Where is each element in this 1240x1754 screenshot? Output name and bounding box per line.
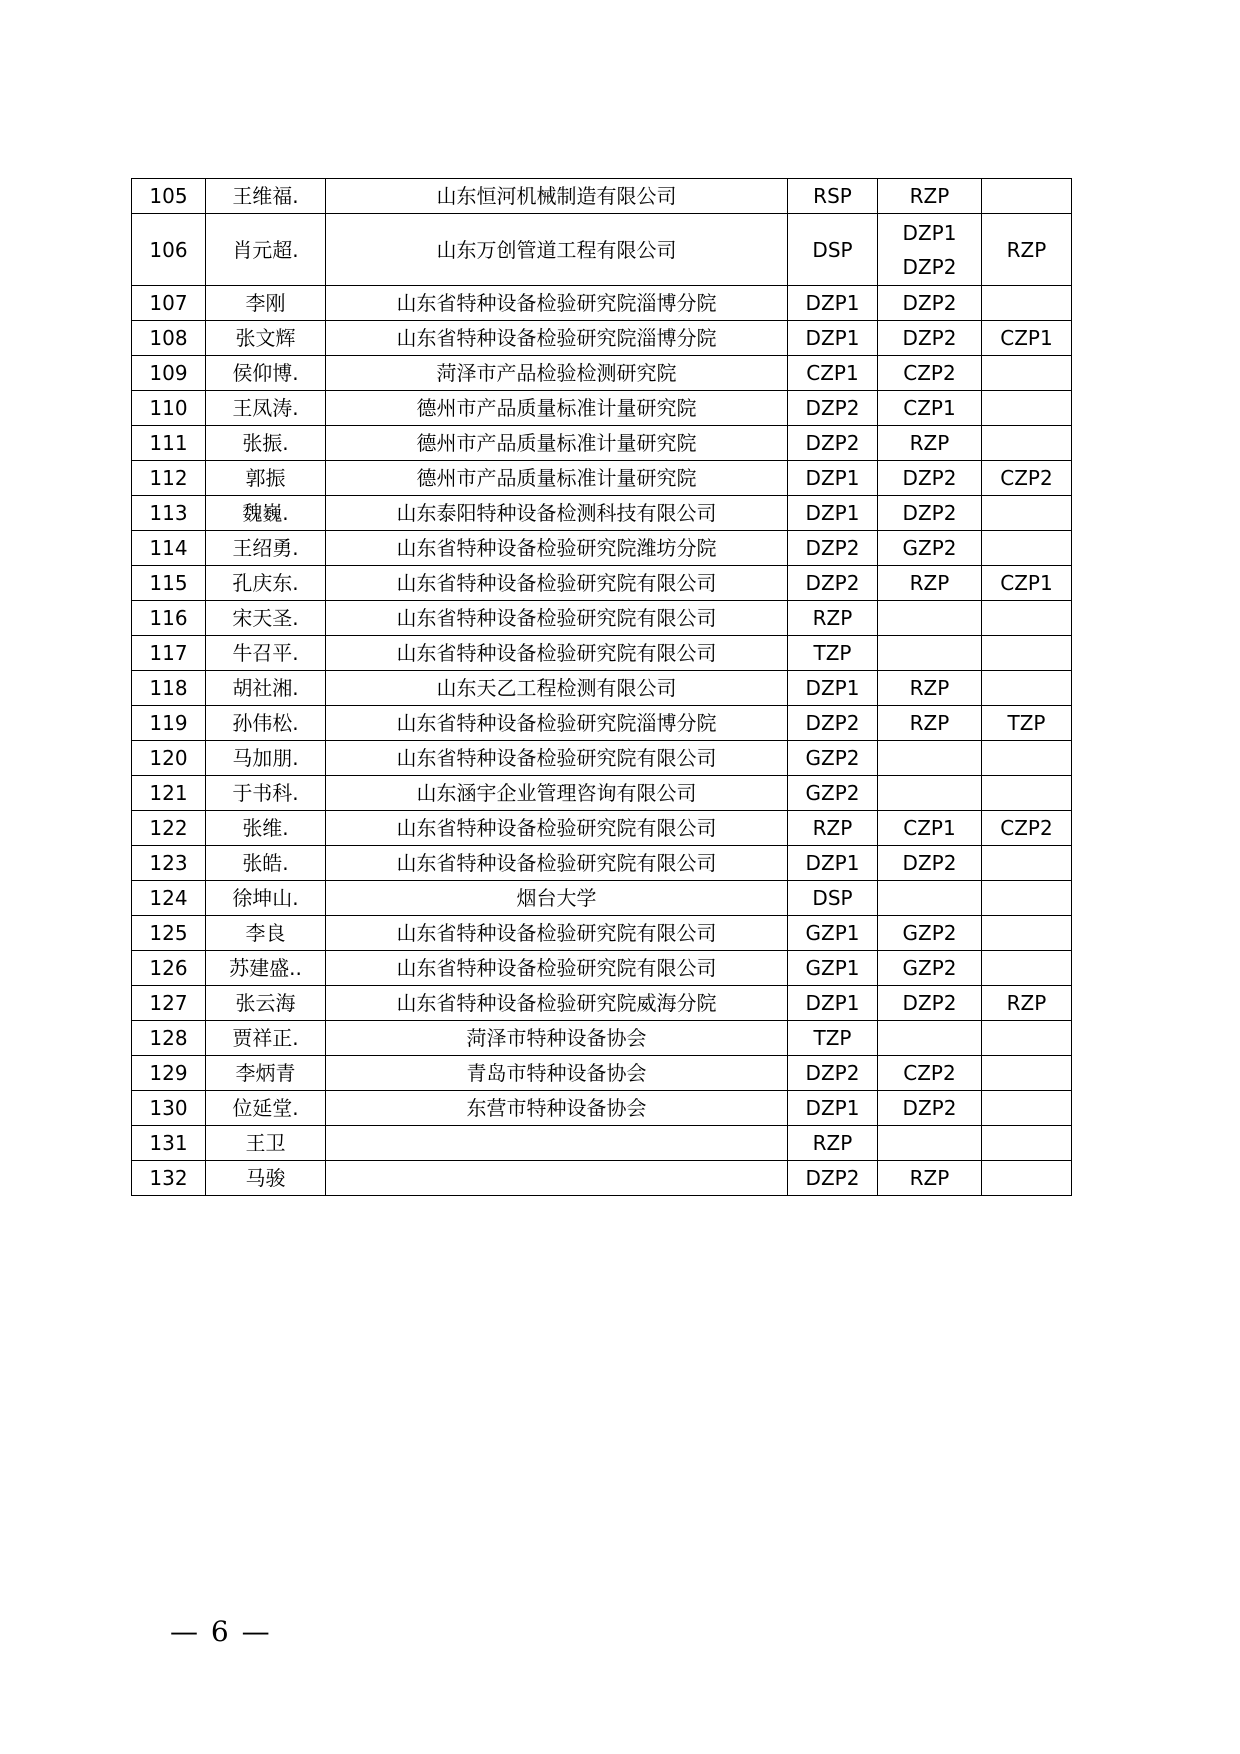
organization-cell: 山东省特种设备检验研究院有限公司 (326, 601, 788, 636)
row-number-cell: 122 (132, 811, 206, 846)
qualification-2-line: DZP1 (902, 220, 957, 245)
qualification-2-cell: DZP2 (878, 461, 982, 496)
qualification-2-cell (878, 741, 982, 776)
qualification-3-cell: CZP2 (982, 461, 1072, 496)
qualification-3-cell (982, 916, 1072, 951)
organization-cell: 山东省特种设备检验研究院有限公司 (326, 951, 788, 986)
table-row (132, 566, 1072, 601)
qualification-3-cell (982, 426, 1072, 461)
name-cell: 肖元超. (206, 214, 326, 286)
table-row (132, 531, 1072, 566)
organization-cell: 山东省特种设备检验研究院有限公司 (326, 636, 788, 671)
qualification-2-cell: RZP (878, 566, 982, 601)
table-row (132, 636, 1072, 671)
name-cell: 郭振 (206, 461, 326, 496)
qualification-1-cell: DZP1 (788, 1091, 878, 1126)
qualification-1-cell: RSP (788, 179, 878, 214)
organization-cell (326, 1126, 788, 1161)
qualification-2-cell: CZP1 (878, 391, 982, 426)
qualification-1-cell: DZP1 (788, 846, 878, 881)
name-cell: 李良 (206, 916, 326, 951)
qualification-1-cell: TZP (788, 1021, 878, 1056)
qualification-1-cell: DZP2 (788, 391, 878, 426)
qualification-1-cell: DZP2 (788, 426, 878, 461)
qualification-2-cell (878, 776, 982, 811)
qualification-1-cell: DSP (788, 881, 878, 916)
qualification-1-cell: DZP1 (788, 671, 878, 706)
qualification-3-cell (982, 356, 1072, 391)
qualification-3-cell (982, 846, 1072, 881)
qualification-2-cell (878, 636, 982, 671)
name-cell: 王绍勇. (206, 531, 326, 566)
name-cell: 李炳青 (206, 1056, 326, 1091)
name-cell: 侯仰博. (206, 356, 326, 391)
organization-cell: 山东省特种设备检验研究院有限公司 (326, 916, 788, 951)
organization-cell: 山东天乙工程检测有限公司 (326, 671, 788, 706)
qualification-3-cell (982, 671, 1072, 706)
qualification-3-cell: CZP2 (982, 811, 1072, 846)
name-cell: 李刚 (206, 286, 326, 321)
organization-cell (326, 1161, 788, 1196)
name-cell: 张文辉 (206, 321, 326, 356)
organization-cell: 山东省特种设备检验研究院淄博分院 (326, 706, 788, 741)
row-number-cell: 114 (132, 531, 206, 566)
qualification-1-cell: DZP1 (788, 461, 878, 496)
organization-cell: 德州市产品质量标准计量研究院 (326, 426, 788, 461)
qualification-3-cell: RZP (982, 986, 1072, 1021)
qualification-2-cell: GZP2 (878, 531, 982, 566)
qualification-1-cell: RZP (788, 811, 878, 846)
qualification-3-cell (982, 1091, 1072, 1126)
table-row (132, 426, 1072, 461)
qualification-2-cell: DZP2 (878, 321, 982, 356)
name-cell: 马加朋. (206, 741, 326, 776)
qualification-3-cell (982, 776, 1072, 811)
qualification-3-cell: RZP (982, 214, 1072, 286)
qualification-2-cell (878, 214, 982, 286)
table-row (132, 811, 1072, 846)
qualification-2-cell (878, 601, 982, 636)
qualification-3-cell (982, 1021, 1072, 1056)
row-number-cell: 115 (132, 566, 206, 601)
row-number-cell: 117 (132, 636, 206, 671)
name-cell: 王维福. (206, 179, 326, 214)
name-cell: 孔庆东. (206, 566, 326, 601)
table-row (132, 776, 1072, 811)
row-number-cell: 126 (132, 951, 206, 986)
qualification-1-cell: CZP1 (788, 356, 878, 391)
name-cell: 张皓. (206, 846, 326, 881)
table-row (132, 179, 1072, 214)
qualification-1-cell: DZP1 (788, 286, 878, 321)
qualification-1-cell: DZP2 (788, 531, 878, 566)
organization-cell: 德州市产品质量标准计量研究院 (326, 391, 788, 426)
name-cell: 魏巍. (206, 496, 326, 531)
table-row (132, 706, 1072, 741)
qualification-1-cell: DZP1 (788, 986, 878, 1021)
row-number-cell: 131 (132, 1126, 206, 1161)
name-cell: 于书科. (206, 776, 326, 811)
table-row (132, 496, 1072, 531)
qualification-3-cell (982, 741, 1072, 776)
qualification-3-cell (982, 1161, 1072, 1196)
name-cell: 马骏 (206, 1161, 326, 1196)
row-number-cell: 116 (132, 601, 206, 636)
row-number-cell: 108 (132, 321, 206, 356)
name-cell: 位延堂. (206, 1091, 326, 1126)
qualification-1-cell: DZP1 (788, 321, 878, 356)
organization-cell: 山东省特种设备检验研究院有限公司 (326, 811, 788, 846)
qualification-1-cell: DZP1 (788, 496, 878, 531)
row-number-cell: 113 (132, 496, 206, 531)
qualification-2-line: DZP2 (902, 254, 957, 279)
qualification-2-cell: CZP1 (878, 811, 982, 846)
table-row (132, 601, 1072, 636)
qualification-2-cell: RZP (878, 671, 982, 706)
name-cell: 牛召平. (206, 636, 326, 671)
organization-cell: 山东省特种设备检验研究院有限公司 (326, 566, 788, 601)
qualification-2-cell: RZP (878, 179, 982, 214)
qualification-2-cell: RZP (878, 426, 982, 461)
qualification-2-cell: RZP (878, 1161, 982, 1196)
qualification-2-cell: DZP2 (878, 846, 982, 881)
row-number-cell: 128 (132, 1021, 206, 1056)
table-row (132, 846, 1072, 881)
qualification-3-cell (982, 1056, 1072, 1091)
organization-cell: 山东省特种设备检验研究院淄博分院 (326, 286, 788, 321)
name-cell: 孙伟松. (206, 706, 326, 741)
row-number-cell: 120 (132, 741, 206, 776)
organization-cell: 山东省特种设备检验研究院威海分院 (326, 986, 788, 1021)
qualification-1-cell: DZP2 (788, 1056, 878, 1091)
qualification-2-cell (878, 1021, 982, 1056)
row-number-cell: 105 (132, 179, 206, 214)
row-number-cell: 118 (132, 671, 206, 706)
qualification-3-cell (982, 391, 1072, 426)
organization-cell: 山东涵宇企业管理咨询有限公司 (326, 776, 788, 811)
row-number-cell: 109 (132, 356, 206, 391)
name-cell: 徐坤山. (206, 881, 326, 916)
organization-cell: 山东省特种设备检验研究院淄博分院 (326, 321, 788, 356)
qualification-1-cell: RZP (788, 601, 878, 636)
organization-cell: 山东省特种设备检验研究院有限公司 (326, 741, 788, 776)
row-number-cell: 125 (132, 916, 206, 951)
row-number-cell: 132 (132, 1161, 206, 1196)
qualification-1-cell: DZP2 (788, 1161, 878, 1196)
qualification-1-cell: GZP1 (788, 951, 878, 986)
table-row (132, 286, 1072, 321)
qualification-2-cell (878, 1126, 982, 1161)
organization-cell: 山东省特种设备检验研究院潍坊分院 (326, 531, 788, 566)
qualification-2-cell: RZP (878, 706, 982, 741)
table-row (132, 741, 1072, 776)
table-row (132, 1126, 1072, 1161)
qualification-3-cell: CZP1 (982, 566, 1072, 601)
organization-cell: 德州市产品质量标准计量研究院 (326, 461, 788, 496)
qualification-3-cell (982, 179, 1072, 214)
qualification-2-cell: DZP2 (878, 496, 982, 531)
table-row (132, 951, 1072, 986)
qualification-1-cell: DZP2 (788, 706, 878, 741)
name-cell: 王凤涛. (206, 391, 326, 426)
name-cell: 张振. (206, 426, 326, 461)
qualification-3-cell: TZP (982, 706, 1072, 741)
table-row (132, 356, 1072, 391)
qualification-2-cell: GZP2 (878, 951, 982, 986)
qualification-3-cell (982, 951, 1072, 986)
organization-cell: 菏泽市产品检验检测研究院 (326, 356, 788, 391)
qualification-2-cell: GZP2 (878, 916, 982, 951)
qualification-2-cell: DZP2 (878, 286, 982, 321)
row-number-cell: 110 (132, 391, 206, 426)
organization-cell: 青岛市特种设备协会 (326, 1056, 788, 1091)
name-cell: 王卫 (206, 1126, 326, 1161)
row-number-cell: 123 (132, 846, 206, 881)
organization-cell: 菏泽市特种设备协会 (326, 1021, 788, 1056)
page-number: — 6 — (170, 1615, 272, 1648)
row-number-cell: 106 (132, 214, 206, 286)
qualification-3-cell (982, 636, 1072, 671)
qualification-1-cell: GZP2 (788, 776, 878, 811)
table-row (132, 986, 1072, 1021)
organization-cell: 山东恒河机械制造有限公司 (326, 179, 788, 214)
table-row (132, 1091, 1072, 1126)
table-row (132, 881, 1072, 916)
row-number-cell: 121 (132, 776, 206, 811)
organization-cell: 山东万创管道工程有限公司 (326, 214, 788, 286)
qualification-1-cell: DZP2 (788, 566, 878, 601)
qualification-1-cell: GZP2 (788, 741, 878, 776)
table-row (132, 461, 1072, 496)
organization-cell: 山东省特种设备检验研究院有限公司 (326, 846, 788, 881)
qualification-2-cell: DZP2 (878, 1091, 982, 1126)
name-cell: 贾祥正. (206, 1021, 326, 1056)
name-cell: 宋天圣. (206, 601, 326, 636)
qualification-3-cell (982, 1126, 1072, 1161)
qualification-3-cell (982, 601, 1072, 636)
row-number-cell: 127 (132, 986, 206, 1021)
table-row (132, 214, 1072, 286)
qualification-3-cell: CZP1 (982, 321, 1072, 356)
row-number-cell: 124 (132, 881, 206, 916)
name-cell: 苏建盛.. (206, 951, 326, 986)
roster-table (131, 178, 1072, 1196)
organization-cell: 山东泰阳特种设备检测科技有限公司 (326, 496, 788, 531)
qualification-2-cell: CZP2 (878, 356, 982, 391)
qualification-3-cell (982, 881, 1072, 916)
qualification-1-cell: TZP (788, 636, 878, 671)
table-row (132, 1056, 1072, 1091)
table-row (132, 321, 1072, 356)
row-number-cell: 129 (132, 1056, 206, 1091)
table-row (132, 1021, 1072, 1056)
qualification-2-cell (878, 881, 982, 916)
table-row (132, 671, 1072, 706)
name-cell: 张维. (206, 811, 326, 846)
name-cell: 胡社湘. (206, 671, 326, 706)
qualification-3-cell (982, 286, 1072, 321)
qualification-3-cell (982, 496, 1072, 531)
qualification-2-cell: DZP2 (878, 986, 982, 1021)
table-row (132, 916, 1072, 951)
qualification-1-cell: DSP (788, 214, 878, 286)
qualification-1-cell: GZP1 (788, 916, 878, 951)
row-number-cell: 111 (132, 426, 206, 461)
row-number-cell: 112 (132, 461, 206, 496)
qualification-1-cell: RZP (788, 1126, 878, 1161)
row-number-cell: 119 (132, 706, 206, 741)
organization-cell: 东营市特种设备协会 (326, 1091, 788, 1126)
table-row (132, 1161, 1072, 1196)
name-cell: 张云海 (206, 986, 326, 1021)
roster-table-body (132, 179, 1072, 1196)
organization-cell: 烟台大学 (326, 881, 788, 916)
table-row (132, 391, 1072, 426)
qualification-3-cell (982, 531, 1072, 566)
row-number-cell: 107 (132, 286, 206, 321)
row-number-cell: 130 (132, 1091, 206, 1126)
qualification-2-cell: CZP2 (878, 1056, 982, 1091)
